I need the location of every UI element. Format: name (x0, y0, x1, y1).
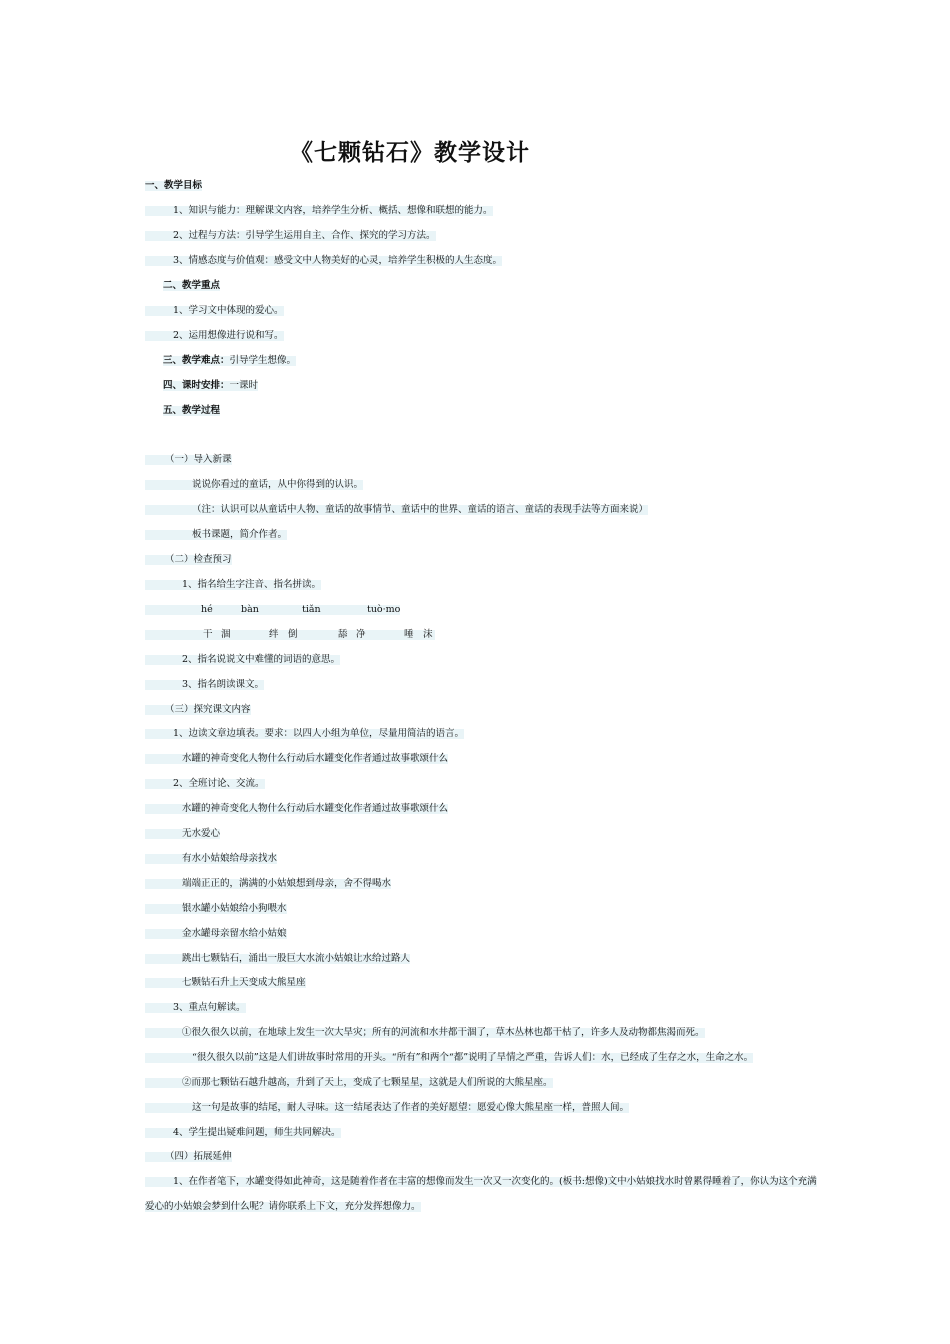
key-point-1: 1、学习文中体现的爱心。 (145, 305, 284, 317)
difficulty-text: 引导学生想像。 (229, 355, 297, 366)
key-sentence-1: ①很久很久以前，在地球上发生一次大旱灾；所有的河流和水井都干涸了，草木丛林也都干枯了，许多人及动物都焦渴而死。 (145, 1027, 705, 1039)
objective-3: 3、情感态度与价值观：感受文中人物美好的心灵，培养学生积极的人生态度。 (145, 255, 502, 267)
extension-paragraph-line-2: 爱心的小姑娘会梦到什么呢？请你联系上下文，充分发挥想像力。 (145, 1201, 421, 1212)
table-row-7: 七颗钻石升上天变成大熊星座 (145, 977, 306, 989)
table-row-5: 金水罐母亲留水给小姑娘 (145, 928, 287, 940)
process-step-2-item-3: 3、指名朗读课文。 (145, 679, 264, 691)
key-point-2: 2、运用想像进行说和写。 (145, 330, 284, 342)
char-6: 净 (356, 629, 366, 640)
char-8: 沫 (423, 629, 433, 640)
pinyin-3: tiǎn (302, 604, 321, 615)
table-row-1: 无水爱心 (145, 828, 220, 840)
process-step-1-item-1: 说说你看过的童话，从中你得到的认识。 (145, 479, 363, 491)
characters-row (145, 629, 435, 641)
process-step-3-item-2: 2、全班讨论、交流。 (145, 778, 265, 790)
key-sentence-2: ②而那七颗钻石越升越高，升到了天上，变成了七颗星星，这就是人们所说的大熊星座。 (145, 1077, 553, 1089)
difficulty-label: 三、教学难点： (163, 355, 230, 366)
key-sentence-1-explanation: “很久很久以前”这是人们讲故事时常用的开头。“所有”和两个“都”说明了旱情之严重，告诉人们：水，已经成了生存之水，生命之水。 (145, 1052, 753, 1064)
process-step-1-heading: （一）导入新课 (145, 454, 232, 466)
schedule-label: 四、课时安排： (163, 380, 230, 391)
objective-1: 1、知识与能力：理解课文内容，培养学生分析、概括、想像和联想的能力。 (145, 205, 493, 217)
char-2: 涸 (221, 629, 231, 640)
process-step-2-item-1: 1、指名给生字注音、指名拼读。 (145, 579, 321, 591)
section-schedule (163, 380, 258, 392)
table-header-2: 水罐的神奇变化人物什么行动后水罐变化作者通过故事歌颂什么 (145, 803, 448, 815)
char-3: 绊 (269, 629, 279, 640)
char-1: 干 (203, 629, 213, 640)
section-key-points-heading: 二、教学重点 (163, 280, 221, 291)
table-row-6: 跳出七颗钻石，涌出一股巨大水流小姑娘让水给过路人 (145, 953, 410, 965)
process-step-2-item-2: 2、指名说说文中难懂的词语的意思。 (145, 654, 340, 666)
char-7: 唾 (404, 629, 414, 640)
process-step-3-item-4: 4、学生提出疑难问题，师生共同解决。 (145, 1127, 341, 1139)
table-row-2: 有水小姑娘给母亲找水 (145, 853, 277, 865)
section-difficulty (163, 355, 296, 367)
pinyin-2: bàn (241, 604, 259, 615)
schedule-text: 一课时 (229, 380, 259, 391)
process-step-3-heading: （三）探究课文内容 (145, 704, 251, 716)
table-header-1: 水罐的神奇变化人物什么行动后水罐变化作者通过故事歌颂什么 (145, 753, 448, 765)
extension-paragraph-line-1: 1、在作者笔下，水罐变得如此神奇，这是随着作者在丰富的想像而发生一次又一次变化的。(板书:想像)文中小姑娘找水时曾累得睡着了，你认为这个充满 (145, 1176, 817, 1188)
objective-2: 2、过程与方法：引导学生运用自主、合作、探究的学习方法。 (145, 230, 436, 242)
process-step-3-item-3: 3、重点句解读。 (145, 1002, 246, 1014)
char-4: 倒 (288, 629, 298, 640)
process-step-1-note: （注：认识可以从童话中人物、童话的故事情节、童话中的世界、童话的语言、童话的表现手法等方面来说） (145, 504, 648, 516)
document-title: 《七颗钻石》教学设计 (290, 139, 530, 166)
process-step-4-heading: （四）拓展延伸 (145, 1151, 232, 1163)
process-step-3-item-1: 1、边读文章边填表。要求：以四人小组为单位，尽量用简洁的语言。 (145, 728, 464, 740)
table-row-3: 端端正正的，满满的小姑娘想到母亲，舍不得喝水 (145, 878, 391, 890)
key-sentence-2-explanation: 这一句是故事的结尾，耐人寻味。这一结尾表达了作者的美好愿望：愿爱心像大熊星座一样，普照人间。 (145, 1102, 629, 1114)
char-5: 舔 (338, 629, 348, 640)
pinyin-4: tuò·mo (367, 604, 401, 615)
table-row-4: 银水罐小姑娘给小狗喂水 (145, 903, 287, 915)
pinyin-row (145, 604, 400, 616)
pinyin-1: hé (201, 604, 213, 615)
process-step-2-heading: （二）检查预习 (145, 554, 232, 566)
section-process-heading: 五、教学过程 (163, 405, 221, 416)
section-objectives-heading: 一、教学目标 (145, 180, 203, 191)
process-step-1-item-2: 板书课题，简介作者。 (145, 529, 287, 541)
